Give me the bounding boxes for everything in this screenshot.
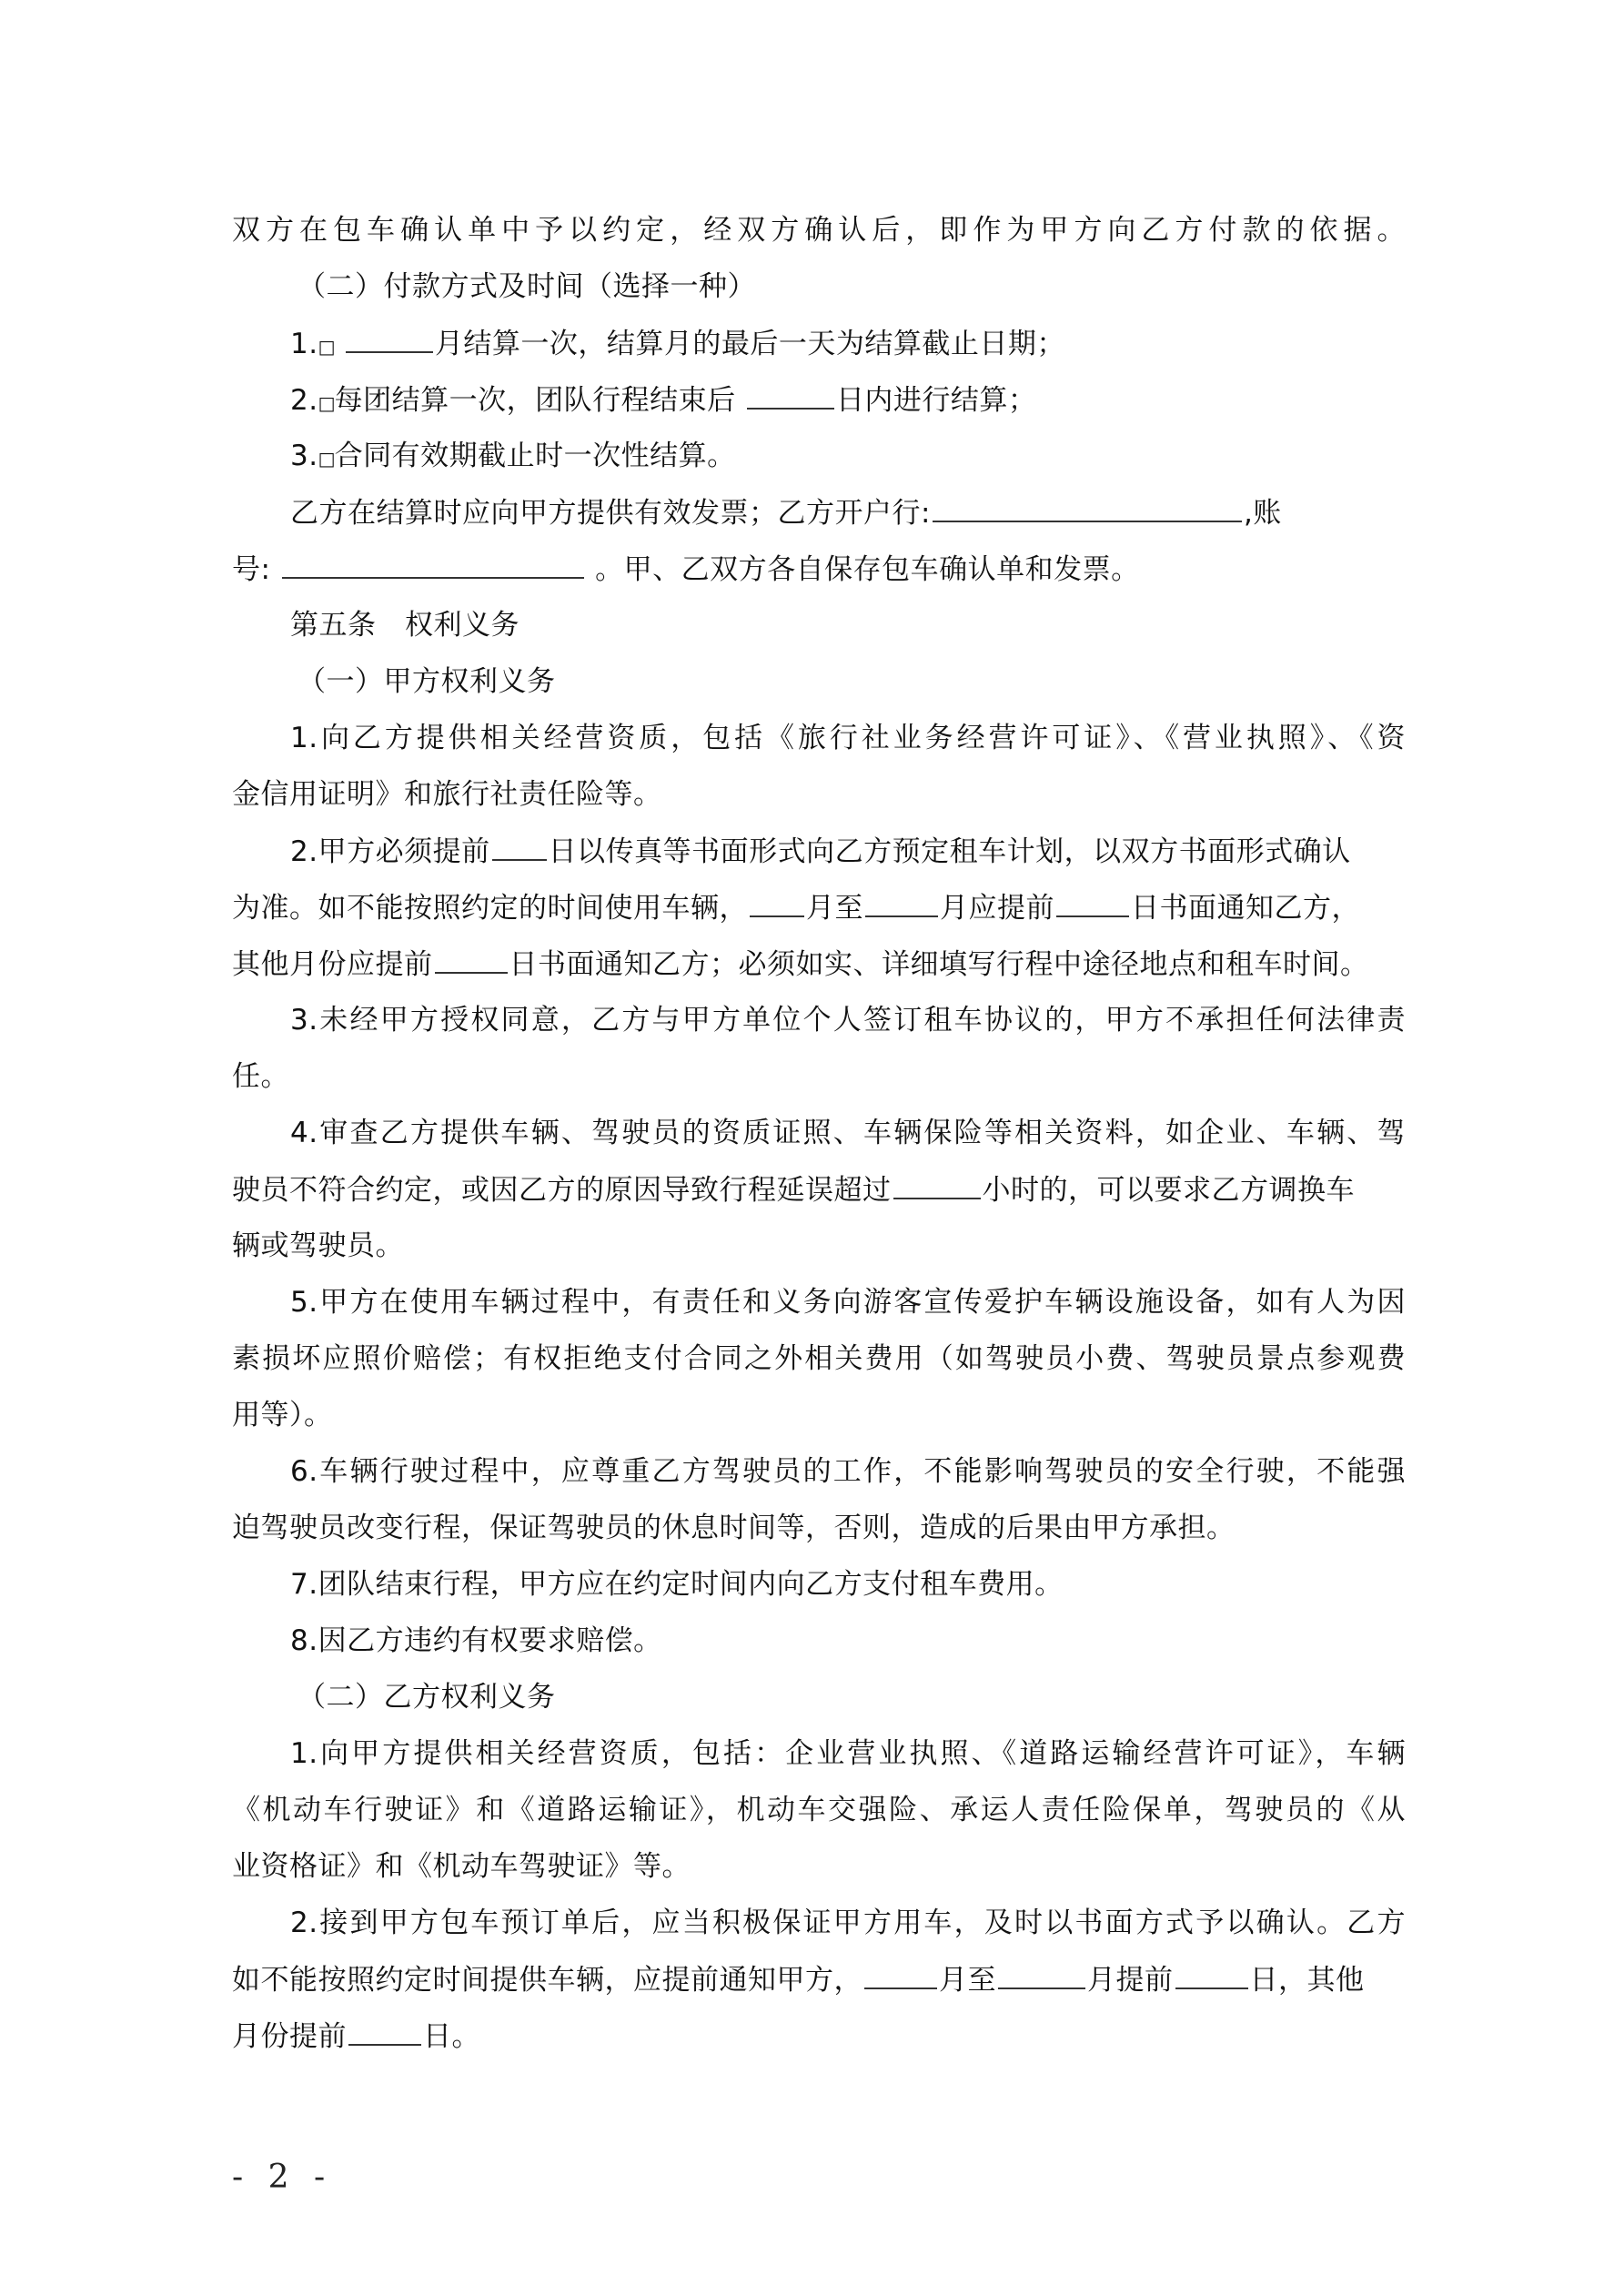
option-text: 月结算一次，结算月的最后一天为结算截止日期； <box>434 328 1065 360</box>
paragraph-text: 日书面通知乙方， <box>1131 892 1360 925</box>
paragraph-line <box>232 2008 1406 2064</box>
option-number: 1. <box>290 328 318 360</box>
paragraph-text: 为准。如不能按照约定的时间使用车辆， <box>232 892 748 925</box>
paragraph-text: 日以传真等书面形式向乙方预定租车计划，以双方书面形式确认 <box>548 835 1351 868</box>
checkbox-icon[interactable]: □ <box>318 336 336 358</box>
paragraph-text: 小时的，可以要求乙方调换车 <box>982 1174 1355 1207</box>
paragraph-line: 双方在包车确认单中予以约定，经双方确认后，即作为甲方向乙方付款的依据。 <box>232 214 1406 247</box>
section-heading-party-b: （二）乙方权利义务 <box>298 1681 556 1714</box>
checkbox-icon[interactable]: □ <box>318 392 336 414</box>
paragraph-text: 月提前 <box>1087 1964 1174 1997</box>
blank-field[interactable] <box>492 823 547 861</box>
paragraph-line: 7.团队结束行程，甲方应在约定时间内向乙方支付租车费用。 <box>290 1568 1064 1601</box>
payment-option-3 <box>232 428 1406 484</box>
paragraph-line: 金信用证明》和旅行社责任险等。 <box>232 778 662 811</box>
document-body <box>232 202 1406 2064</box>
blank-field[interactable] <box>865 879 938 917</box>
payment-option-2 <box>232 371 1406 428</box>
blank-field[interactable] <box>864 1951 937 1989</box>
option-text: 日内进行结算； <box>835 384 1037 417</box>
paragraph-line: 8.因乙方违约有权要求赔偿。 <box>290 1624 662 1657</box>
paragraph-line <box>232 1161 1406 1218</box>
paragraph-line: 辆或驾驶员。 <box>232 1229 404 1262</box>
paragraph-line: 迫驾驶员改变行程，保证驾驶员的休息时间等，否则，造成的后果由甲方承担。 <box>232 1512 1236 1544</box>
paragraph-line <box>232 879 1406 936</box>
paragraph-text: 驶员不符合约定，或因乙方的原因导致行程延误超过 <box>232 1174 892 1207</box>
blank-field[interactable] <box>435 936 508 974</box>
paragraph-text: 其他月份应提前 <box>232 948 433 981</box>
paragraph-line <box>232 541 1406 597</box>
paragraph-line: 2.接到甲方包车预订单后，应当积极保证甲方用车，及时以书面方式予以确认。乙方 <box>290 1907 1406 1939</box>
paragraph-line: 1.向甲方提供相关经营资质，包括：企业营业执照、《道路运输经营许可证》，车辆 <box>290 1737 1406 1770</box>
option-text: 合同有效期截止时一次性结算。 <box>334 440 736 472</box>
paragraph-text: 。甲、乙双方各自保存包车确认单和发票。 <box>595 553 1140 586</box>
paragraph-line: 用等）。 <box>232 1399 333 1431</box>
blank-field[interactable] <box>998 1951 1085 1989</box>
paragraph-line: 素损坏应照价赔偿；有权拒绝支付合同之外相关费用（如驾驶员小费、驾驶员景点参观费 <box>232 1342 1406 1375</box>
paragraph-line <box>232 1951 1406 2008</box>
paragraph-text: 月至 <box>806 892 863 925</box>
paragraph-text: 月份提前 <box>232 2020 347 2053</box>
paragraph-line <box>232 823 1406 879</box>
paragraph-line <box>232 936 1406 992</box>
payment-option-1 <box>232 315 1406 371</box>
account-number-field[interactable] <box>282 541 584 579</box>
paragraph-line: 《机动车行驶证》和《道路运输证》，机动车交强险、承运人责任险保单，驾驶员的《从 <box>232 1794 1406 1826</box>
blank-field[interactable] <box>893 1161 981 1199</box>
paragraph-text: 日。 <box>423 2020 480 2053</box>
paragraph-text: 如不能按照约定时间提供车辆，应提前通知甲方， <box>232 1964 862 1997</box>
paragraph-text: 日，其他 <box>1249 1964 1365 1997</box>
account-label-start: ,账 <box>1243 497 1282 530</box>
checkbox-icon[interactable]: □ <box>318 448 336 470</box>
paragraph-text: 日书面通知乙方；必须如实、详细填写行程中途径地点和租车时间。 <box>509 948 1369 981</box>
blank-field[interactable] <box>348 2008 421 2046</box>
section-heading-payment: （二）付款方式及时间（选择一种） <box>298 270 756 303</box>
bank-name-field[interactable] <box>933 484 1242 522</box>
paragraph-line: 3.未经甲方授权同意，乙方与甲方单位个人签订租车协议的，甲方不承担任何法律责 <box>290 1004 1406 1037</box>
paragraph-line: 5.甲方在使用车辆过程中，有责任和义务向游客宣传爱护车辆设施设备，如有人为因 <box>290 1286 1406 1319</box>
paragraph-line: 业资格证》和《机动车驾驶证》等。 <box>232 1850 691 1883</box>
option-number: 3. <box>290 440 318 472</box>
paragraph-text: 月至 <box>939 1964 996 1997</box>
paragraph-line <box>232 484 1406 541</box>
page-number: - 2 - <box>232 2159 333 2196</box>
paragraph-text: 2.甲方必须提前 <box>290 835 490 868</box>
bank-label: 乙方在结算时应向甲方提供有效发票；乙方开户行: <box>290 497 931 530</box>
blank-field[interactable] <box>750 879 804 917</box>
section-heading-party-a: （一）甲方权利义务 <box>298 665 556 698</box>
blank-field[interactable] <box>1056 879 1129 917</box>
paragraph-line: 6.车辆行驶过程中，应尊重乙方驾驶员的工作，不能影响驾驶员的安全行驶，不能强 <box>290 1455 1406 1488</box>
blank-field[interactable] <box>747 371 834 410</box>
paragraph-line: 1.向乙方提供相关经营资质，包括《旅行社业务经营许可证》、《营业执照》、《资 <box>290 722 1406 754</box>
paragraph-text: 月应提前 <box>940 892 1054 925</box>
blank-field[interactable] <box>1175 1951 1248 1989</box>
blank-field[interactable] <box>346 315 433 353</box>
option-text: 每团结算一次，团队行程结束后 <box>334 384 736 417</box>
paragraph-line: 任。 <box>232 1060 289 1093</box>
article-heading: 第五条 权利义务 <box>290 609 519 642</box>
account-label-end: 号: <box>232 553 271 586</box>
option-number: 2. <box>290 384 318 417</box>
paragraph-line: 4.审查乙方提供车辆、驾驶员的资质证照、车辆保险等相关资料，如企业、车辆、驾 <box>290 1117 1406 1149</box>
